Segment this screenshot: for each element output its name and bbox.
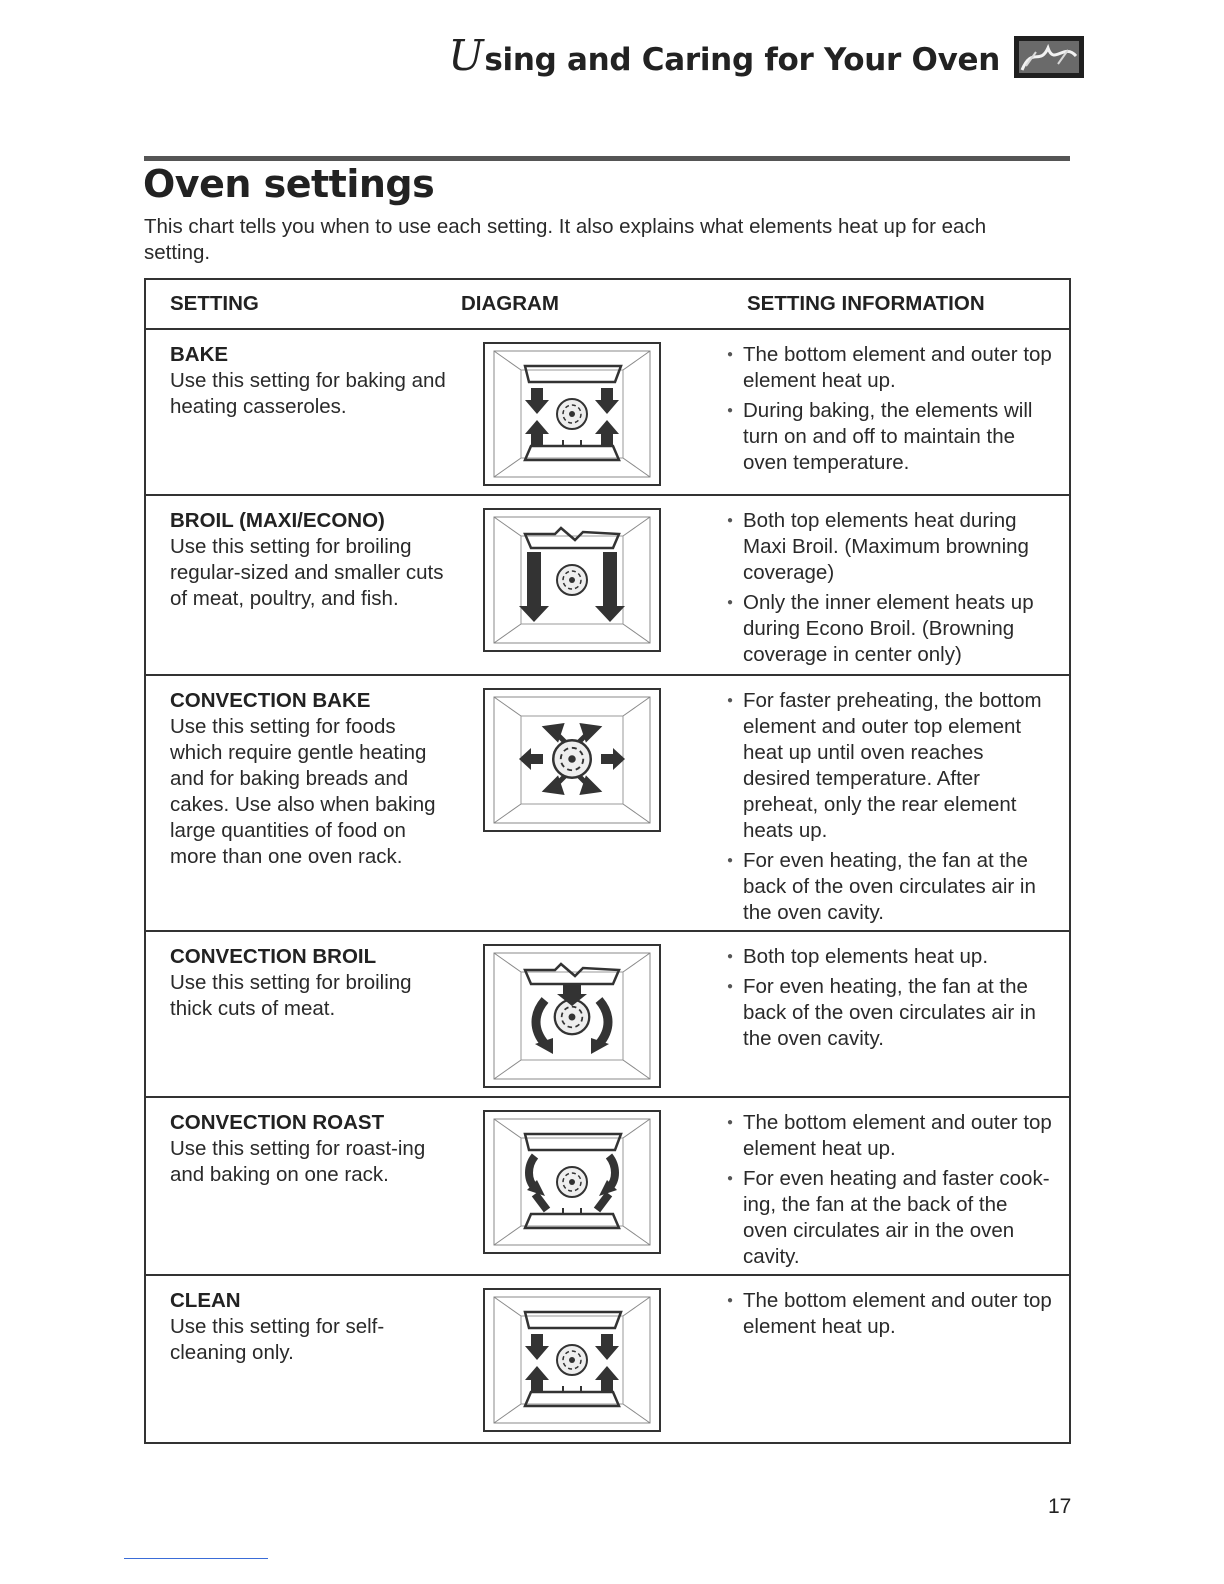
column-header-setting: SETTING xyxy=(145,279,453,329)
setting-cell xyxy=(145,495,453,675)
table-row xyxy=(145,329,1070,495)
table-row xyxy=(145,1097,1070,1275)
information-list xyxy=(723,688,1053,926)
list-item: ● For even heating, the fan at the back of the oven circulates air in the oven cavity. xyxy=(723,848,1053,926)
diagram-cell xyxy=(453,1275,723,1443)
footer-divider xyxy=(124,1558,268,1559)
diagram-cell xyxy=(453,931,723,1097)
information-list xyxy=(723,944,1053,1052)
list-item: ● During baking, the elements will turn on and off to maintain the oven temperature. xyxy=(723,398,1053,476)
information-cell xyxy=(723,1275,1070,1443)
setting-name: CONVECTION ROAST xyxy=(170,1111,385,1134)
diagram-cell xyxy=(453,495,723,675)
setting-name: BROIL (MAXI/ECONO) xyxy=(170,509,385,532)
information-cell xyxy=(723,495,1070,675)
setting-name: CLEAN xyxy=(170,1289,241,1312)
information-cell xyxy=(723,675,1070,931)
information-list xyxy=(723,1288,1053,1340)
page-title: Oven settings xyxy=(143,162,435,206)
list-item: ● The bottom element and outer top element heat up. xyxy=(723,342,1053,394)
diagram-cell xyxy=(453,329,723,495)
setting-cell xyxy=(145,1275,453,1443)
title-rule xyxy=(144,156,1070,161)
setting-description: Use this setting for baking and heating casseroles. xyxy=(170,369,446,418)
information-cell xyxy=(723,931,1070,1097)
information-cell xyxy=(723,1097,1070,1275)
column-header-information: SETTING INFORMATION xyxy=(723,279,1070,329)
section-title xyxy=(448,31,1000,80)
intro-paragraph: This chart tells you when to use each setting. It also explains what elements heat up for each setting. xyxy=(144,215,987,264)
list-item: ● For even heating and faster cook-ing, the fan at the back of the oven circulates air in the oven cavity. xyxy=(723,1166,1053,1270)
setting-cell xyxy=(145,1097,453,1275)
oven-convection-bake-diagram-icon xyxy=(483,688,661,832)
section-title-initial: U xyxy=(448,31,484,80)
brand-logo-icon xyxy=(1014,36,1084,78)
setting-cell xyxy=(145,329,453,495)
setting-name: CONVECTION BAKE xyxy=(170,689,371,712)
setting-cell xyxy=(145,931,453,1097)
oven-settings-table xyxy=(144,278,1071,1444)
column-header-diagram: DIAGRAM xyxy=(453,279,723,329)
table-row xyxy=(145,675,1070,931)
setting-name: CONVECTION BROIL xyxy=(170,945,377,968)
table-row xyxy=(145,495,1070,675)
section-title-text: sing and Caring for Your Oven xyxy=(484,42,1000,78)
oven-broil-diagram-icon xyxy=(483,508,661,652)
diagram-cell xyxy=(453,675,723,931)
list-item: ● The bottom element and outer top element heat up. xyxy=(723,1288,1053,1340)
oven-convection-roast-diagram-icon xyxy=(483,1110,661,1254)
table-header-row xyxy=(145,279,1070,329)
list-item: ● For faster preheating, the bottom element and outer top element heat up until oven reaches desired temperature. After preheat, only the rear element heats up. xyxy=(723,688,1053,844)
oven-convection-broil-diagram-icon xyxy=(483,944,661,1088)
list-item: ● The bottom element and outer top element heat up. xyxy=(723,1110,1053,1162)
information-list xyxy=(723,1110,1053,1270)
setting-description: Use this setting for broiling regular-sized and smaller cuts of meat, poultry, and fish. xyxy=(170,535,444,610)
information-cell xyxy=(723,329,1070,495)
table-row xyxy=(145,1275,1070,1443)
setting-description: Use this setting for roast-ing and baking on one rack. xyxy=(170,1137,426,1186)
information-list xyxy=(723,342,1053,476)
setting-description: Use this setting for foods which require gentle heating and for baking breads and cakes. Use also when baking large quantities of food on more than one oven rack. xyxy=(170,715,436,868)
page-number: 17 xyxy=(1048,1495,1072,1518)
page-header xyxy=(448,31,1084,80)
diagram-cell xyxy=(453,1097,723,1275)
information-list xyxy=(723,508,1053,668)
oven-bake-diagram-icon xyxy=(483,342,661,486)
setting-name: BAKE xyxy=(170,343,229,366)
list-item: ● For even heating, the fan at the back of the oven circulates air in the oven cavity. xyxy=(723,974,1053,1052)
setting-cell xyxy=(145,675,453,931)
table-row xyxy=(145,931,1070,1097)
list-item: ● Only the inner element heats up during Econo Broil. (Browning coverage in center only) xyxy=(723,590,1053,668)
oven-clean-diagram-icon xyxy=(483,1288,661,1432)
setting-description: Use this setting for broiling thick cuts of meat. xyxy=(170,971,412,1020)
setting-description: Use this setting for self-cleaning only. xyxy=(170,1315,385,1364)
list-item: ● Both top elements heat during Maxi Broil. (Maximum browning coverage) xyxy=(723,508,1053,586)
list-item: ● Both top elements heat up. xyxy=(723,944,1053,970)
